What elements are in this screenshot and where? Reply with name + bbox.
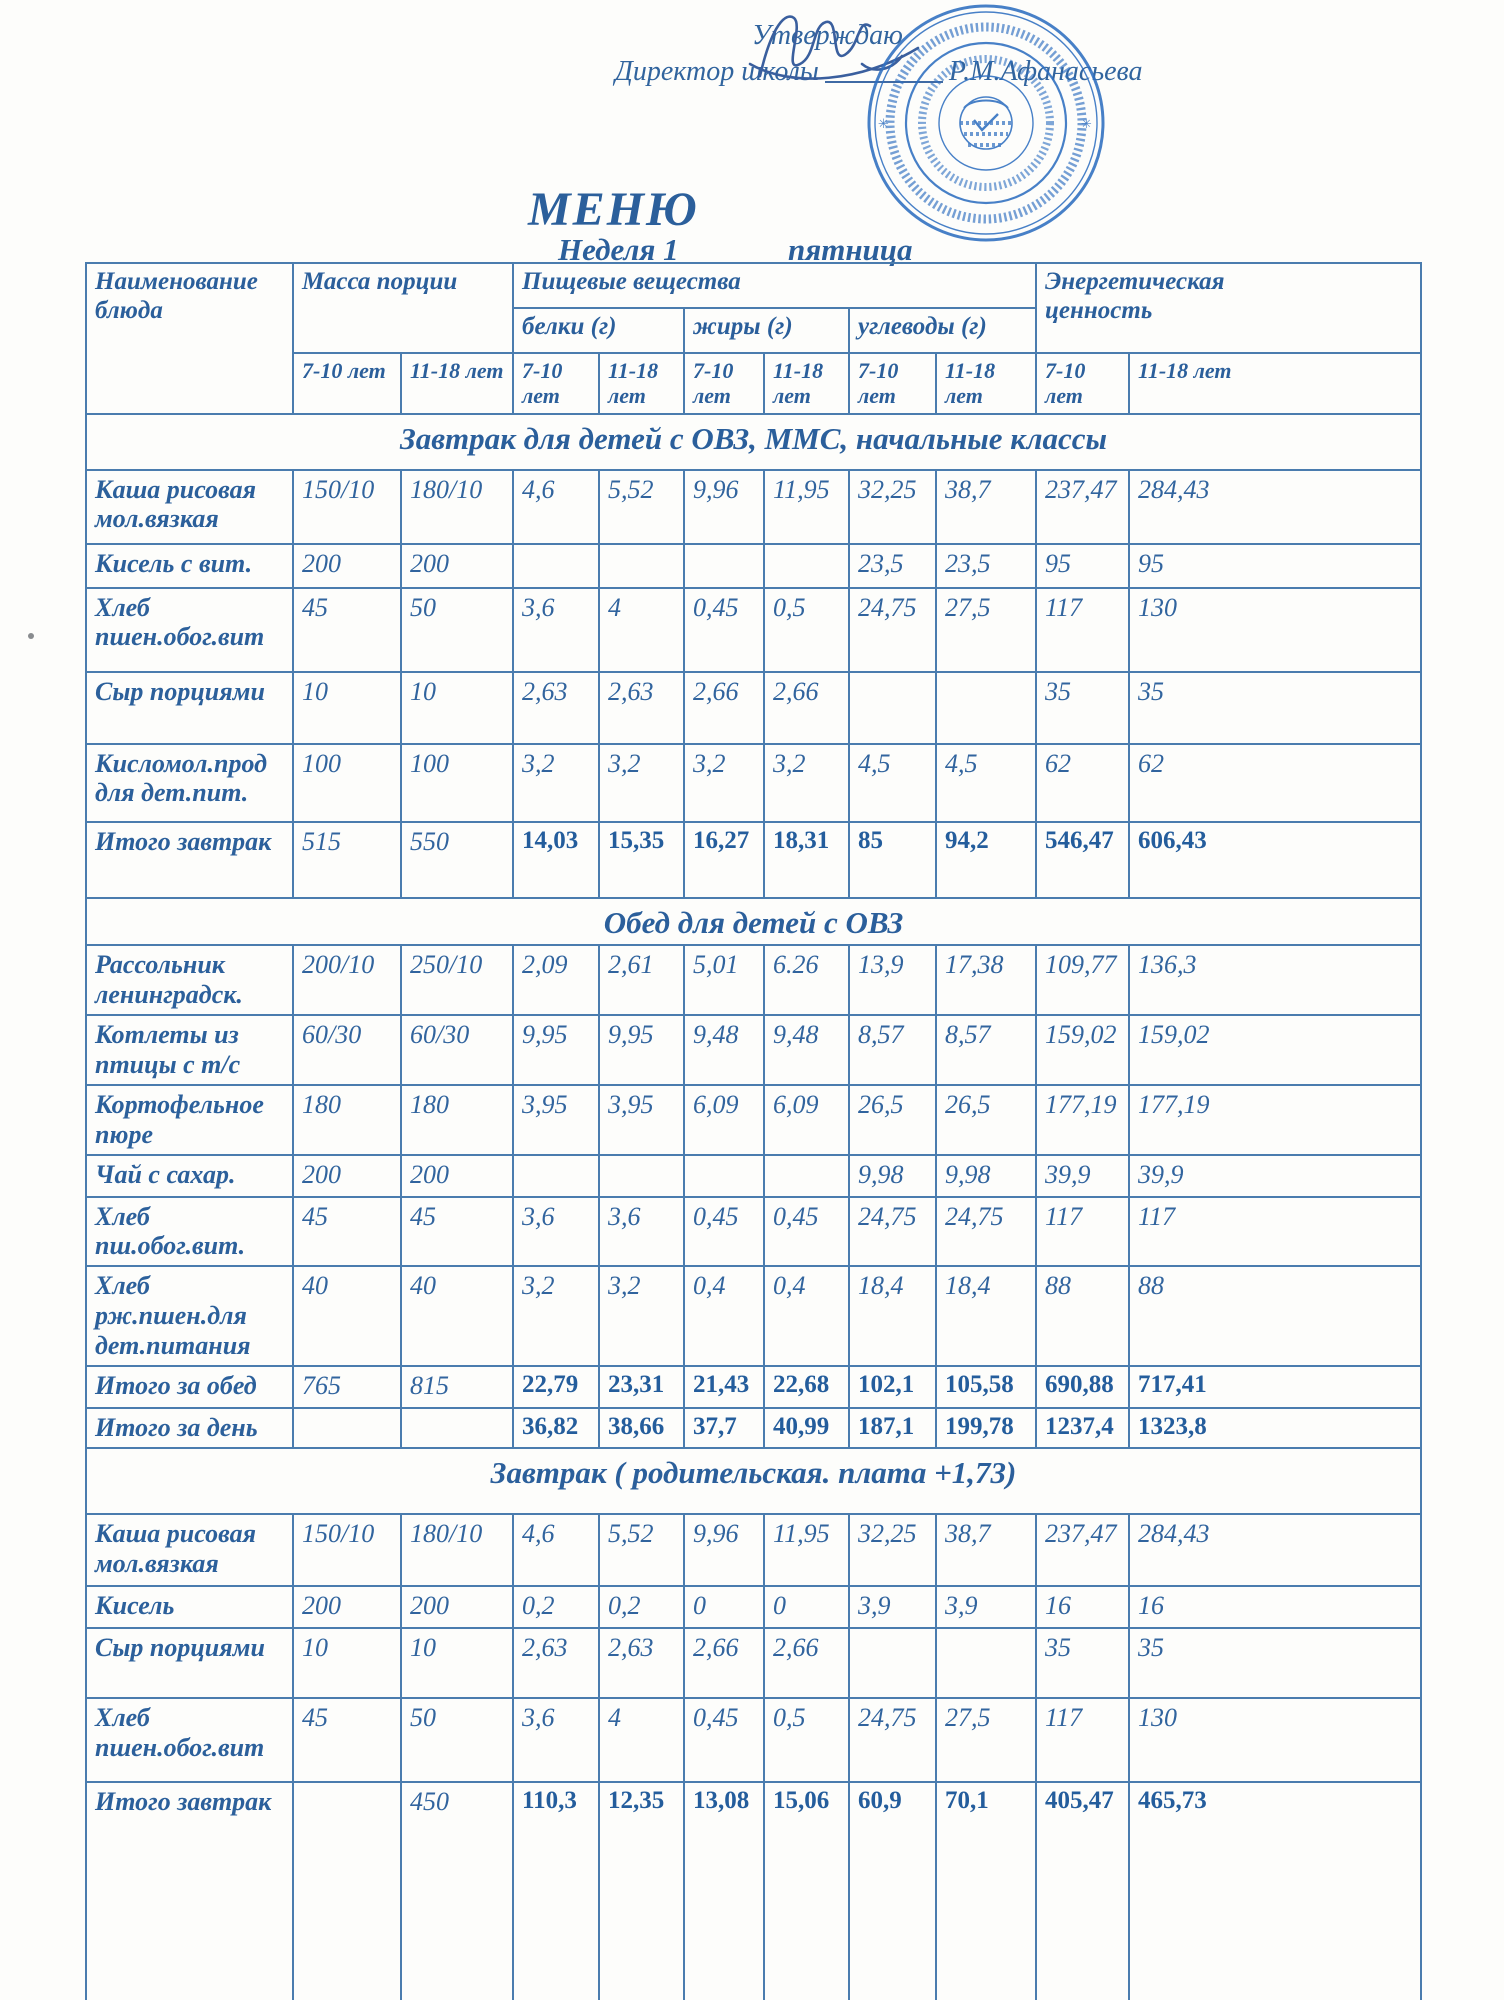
value-cell: 2,63 [599, 1628, 684, 1698]
dish-name: Хлеб пшен.обог.вит [86, 588, 293, 672]
menu-table-body [86, 414, 1421, 2000]
value-cell: 102,1 [849, 1366, 936, 1408]
dish-name: Хлеб пш.обог.вит. [86, 1197, 293, 1267]
value-cell: 9,98 [849, 1155, 936, 1197]
value-cell: 815 [401, 1366, 513, 1408]
value-cell: 284,43 [1129, 1514, 1421, 1586]
value-cell: 5,01 [684, 945, 764, 1015]
value-cell: 24,75 [849, 1197, 936, 1267]
dish-row [86, 672, 1421, 744]
value-cell: 284,43 [1129, 470, 1421, 544]
total-row [86, 1782, 1421, 2000]
value-cell: 13,08 [684, 1782, 764, 2000]
age-header: 11-18 лет [599, 353, 684, 414]
value-cell: 3,2 [764, 744, 849, 822]
header-energy [1036, 263, 1421, 353]
value-cell: 180/10 [401, 470, 513, 544]
section-title: Завтрак ( родительская. плата +1,73) [86, 1448, 1421, 1514]
value-cell: 2,66 [764, 1628, 849, 1698]
value-cell: 150/10 [293, 470, 401, 544]
value-cell: 200 [293, 1155, 401, 1197]
section-title: Завтрак для детей с ОВЗ, ММС, начальные классы [86, 414, 1421, 470]
total-row [86, 822, 1421, 898]
value-cell [293, 1408, 401, 1448]
value-cell: 9,95 [513, 1015, 599, 1085]
value-cell: 45 [401, 1197, 513, 1267]
value-cell: 3,2 [513, 744, 599, 822]
value-cell: 88 [1129, 1266, 1421, 1366]
dish-name: Итого за день [86, 1408, 293, 1448]
value-cell: 4,6 [513, 1514, 599, 1586]
approval-word: Утверждаю [752, 20, 903, 51]
value-cell: 50 [401, 1698, 513, 1782]
value-cell: 8,57 [849, 1015, 936, 1085]
value-cell: 32,25 [849, 470, 936, 544]
value-cell: 0,45 [684, 588, 764, 672]
value-cell: 187,1 [849, 1408, 936, 1448]
header-dish: Наименование блюда [86, 263, 293, 414]
header-fat: жиры (г) [684, 308, 849, 353]
value-cell: 45 [293, 1698, 401, 1782]
value-cell: 546,47 [1036, 822, 1129, 898]
dish-name: Хлеб рж.пшен.для дет.питания [86, 1266, 293, 1366]
value-cell: 606,43 [1129, 822, 1421, 898]
section-header-row [86, 898, 1421, 946]
value-cell: 2,63 [599, 672, 684, 744]
value-cell: 200 [401, 544, 513, 588]
value-cell [293, 1782, 401, 2000]
value-cell: 0,45 [764, 1197, 849, 1267]
approval-role: Директор школы [615, 56, 819, 87]
value-cell: 10 [401, 1628, 513, 1698]
total-row [86, 1366, 1421, 1408]
value-cell: 5,52 [599, 470, 684, 544]
age-header: 11-18 лет [401, 353, 513, 414]
age-header: 7-10 лет [293, 353, 401, 414]
value-cell: 515 [293, 822, 401, 898]
value-cell: 8,57 [936, 1015, 1036, 1085]
value-cell: 22,79 [513, 1366, 599, 1408]
value-cell: 38,66 [599, 1408, 684, 1448]
value-cell: 100 [401, 744, 513, 822]
value-cell: 3,2 [513, 1266, 599, 1366]
value-cell: 2,66 [764, 672, 849, 744]
value-cell: 24,75 [849, 588, 936, 672]
value-cell: 180/10 [401, 1514, 513, 1586]
value-cell: 0,2 [599, 1586, 684, 1628]
dish-row [86, 544, 1421, 588]
value-cell: 177,19 [1129, 1085, 1421, 1155]
dish-row [86, 470, 1421, 544]
age-header: 7-10 лет [849, 353, 936, 414]
value-cell: 3,6 [599, 1197, 684, 1267]
value-cell: 9,48 [764, 1015, 849, 1085]
value-cell: 18,4 [936, 1266, 1036, 1366]
value-cell: 159,02 [1036, 1015, 1129, 1085]
value-cell: 0,2 [513, 1586, 599, 1628]
value-cell: 4 [599, 1698, 684, 1782]
value-cell: 6.26 [764, 945, 849, 1015]
value-cell: 24,75 [936, 1197, 1036, 1267]
dish-row [86, 1628, 1421, 1698]
value-cell [599, 544, 684, 588]
menu-table [85, 262, 1422, 2000]
value-cell: 16 [1129, 1586, 1421, 1628]
value-cell: 3,6 [513, 588, 599, 672]
value-cell [513, 1155, 599, 1197]
value-cell: 11,95 [764, 470, 849, 544]
value-cell [401, 1408, 513, 1448]
value-cell: 130 [1129, 1698, 1421, 1782]
value-cell [599, 1155, 684, 1197]
value-cell: 95 [1036, 544, 1129, 588]
value-cell: 17,38 [936, 945, 1036, 1015]
dish-row [86, 1698, 1421, 1782]
scan-artifact-dot [28, 633, 34, 639]
value-cell: 9,98 [936, 1155, 1036, 1197]
value-cell: 9,95 [599, 1015, 684, 1085]
section-header-row [86, 414, 1421, 470]
dish-name: Хлеб пшен.обог.вит [86, 1698, 293, 1782]
value-cell: 200 [293, 1586, 401, 1628]
value-cell: 22,68 [764, 1366, 849, 1408]
value-cell: 9,96 [684, 1514, 764, 1586]
value-cell: 23,5 [936, 544, 1036, 588]
value-cell: 200/10 [293, 945, 401, 1015]
value-cell: 180 [293, 1085, 401, 1155]
value-cell: 3,2 [599, 1266, 684, 1366]
value-cell: 14,03 [513, 822, 599, 898]
value-cell: 36,82 [513, 1408, 599, 1448]
header-protein: белки (г) [513, 308, 684, 353]
value-cell: 117 [1036, 1698, 1129, 1782]
dish-name: Кисель с вит. [86, 544, 293, 588]
value-cell [936, 1628, 1036, 1698]
value-cell: 0 [684, 1586, 764, 1628]
value-cell: 62 [1036, 744, 1129, 822]
value-cell: 35 [1129, 1628, 1421, 1698]
value-cell: 405,47 [1036, 1782, 1129, 2000]
value-cell: 35 [1036, 672, 1129, 744]
value-cell: 237,47 [1036, 1514, 1129, 1586]
value-cell: 16,27 [684, 822, 764, 898]
value-cell: 100 [293, 744, 401, 822]
approval-name: Р.М.Афанасьева [948, 56, 1143, 87]
value-cell: 550 [401, 822, 513, 898]
value-cell: 60,9 [849, 1782, 936, 2000]
value-cell: 95 [1129, 544, 1421, 588]
value-cell: 250/10 [401, 945, 513, 1015]
value-cell: 4,6 [513, 470, 599, 544]
age-header: 7-10 лет [513, 353, 599, 414]
value-cell: 1323,8 [1129, 1408, 1421, 1448]
dish-name: Сыр порциями [86, 1628, 293, 1698]
value-cell: 199,78 [936, 1408, 1036, 1448]
value-cell: 150/10 [293, 1514, 401, 1586]
value-cell: 2,61 [599, 945, 684, 1015]
value-cell: 18,4 [849, 1266, 936, 1366]
value-cell: 180 [401, 1085, 513, 1155]
value-cell: 3,2 [599, 744, 684, 822]
value-cell: 117 [1129, 1197, 1421, 1267]
value-cell: 38,7 [936, 470, 1036, 544]
age-header: 7-10 лет [684, 353, 764, 414]
dish-name: Сыр порциями [86, 672, 293, 744]
value-cell: 10 [401, 672, 513, 744]
value-cell: 3,6 [513, 1698, 599, 1782]
value-cell: 10 [293, 672, 401, 744]
value-cell: 3,95 [599, 1085, 684, 1155]
svg-text:✳: ✳ [878, 117, 889, 132]
value-cell: 450 [401, 1782, 513, 2000]
header-nutrients: Пищевые вещества [513, 263, 1036, 308]
value-cell: 6,09 [764, 1085, 849, 1155]
value-cell: 60/30 [401, 1015, 513, 1085]
dish-name: Итого завтрак [86, 1782, 293, 2000]
subtitle-week: Неделя 1 [558, 232, 679, 267]
dish-name: Итого за обед [86, 1366, 293, 1408]
value-cell: 0,5 [764, 1698, 849, 1782]
value-cell: 105,58 [936, 1366, 1036, 1408]
section-title: Обед для детей с ОВЗ [86, 898, 1421, 946]
age-header: 7-10 лет [1036, 353, 1129, 414]
value-cell: 40 [401, 1266, 513, 1366]
dish-name: Рассольник ленинградск. [86, 945, 293, 1015]
dish-name: Каша рисовая мол.вязкая [86, 1514, 293, 1586]
value-cell: 18,31 [764, 822, 849, 898]
dish-name: Кисель [86, 1586, 293, 1628]
value-cell: 62 [1129, 744, 1421, 822]
value-cell: 109,77 [1036, 945, 1129, 1015]
value-cell [849, 1628, 936, 1698]
value-cell: 1237,4 [1036, 1408, 1129, 1448]
value-cell: 16 [1036, 1586, 1129, 1628]
menu-table-head [86, 263, 1421, 414]
value-cell: 35 [1036, 1628, 1129, 1698]
value-cell: 0,4 [764, 1266, 849, 1366]
value-cell: 0,5 [764, 588, 849, 672]
value-cell: 11,95 [764, 1514, 849, 1586]
value-cell: 3,2 [684, 744, 764, 822]
value-cell: 117 [1036, 588, 1129, 672]
value-cell: 2,63 [513, 672, 599, 744]
value-cell: 26,5 [849, 1085, 936, 1155]
value-cell: 88 [1036, 1266, 1129, 1366]
value-cell: 4 [599, 588, 684, 672]
value-cell: 35 [1129, 672, 1421, 744]
header-carbs: углеводы (г) [849, 308, 1036, 353]
value-cell: 10 [293, 1628, 401, 1698]
dish-row [86, 1586, 1421, 1628]
value-cell: 3,95 [513, 1085, 599, 1155]
section-header-row [86, 1448, 1421, 1514]
header-energy-label: Энергетическая ценность [1045, 268, 1225, 324]
value-cell: 24,75 [849, 1698, 936, 1782]
value-cell: 0 [764, 1586, 849, 1628]
value-cell: 0,45 [684, 1197, 764, 1267]
value-cell: 117 [1036, 1197, 1129, 1267]
value-cell: 94,2 [936, 822, 1036, 898]
value-cell: 9,48 [684, 1015, 764, 1085]
value-cell: 0,4 [684, 1266, 764, 1366]
value-cell: 136,3 [1129, 945, 1421, 1015]
value-cell: 159,02 [1129, 1015, 1421, 1085]
value-cell: 23,5 [849, 544, 936, 588]
value-cell: 110,3 [513, 1782, 599, 2000]
value-cell: 13,9 [849, 945, 936, 1015]
value-cell: 2,66 [684, 672, 764, 744]
dish-row [86, 1155, 1421, 1197]
value-cell: 15,35 [599, 822, 684, 898]
header-mass: Масса порции [293, 263, 513, 353]
value-cell: 177,19 [1036, 1085, 1129, 1155]
value-cell: 2,09 [513, 945, 599, 1015]
dish-row [86, 945, 1421, 1015]
total-row [86, 1408, 1421, 1448]
value-cell: 37,7 [684, 1408, 764, 1448]
value-cell: 0,45 [684, 1698, 764, 1782]
value-cell: 45 [293, 1197, 401, 1267]
value-cell: 60/30 [293, 1015, 401, 1085]
value-cell: 465,73 [1129, 1782, 1421, 2000]
age-header: 11-18 лет [1129, 353, 1421, 414]
value-cell [684, 544, 764, 588]
dish-row [86, 1514, 1421, 1586]
value-cell: 12,35 [599, 1782, 684, 2000]
value-cell: 50 [401, 588, 513, 672]
value-cell: 200 [401, 1586, 513, 1628]
value-cell: 765 [293, 1366, 401, 1408]
value-cell: 130 [1129, 588, 1421, 672]
value-cell [936, 672, 1036, 744]
value-cell: 40 [293, 1266, 401, 1366]
dish-name: Каша рисовая мол.вязкая [86, 470, 293, 544]
value-cell: 2,63 [513, 1628, 599, 1698]
value-cell: 4,5 [849, 744, 936, 822]
value-cell: 4,5 [936, 744, 1036, 822]
page-title: МЕНЮ [528, 183, 699, 236]
value-cell: 3,9 [849, 1586, 936, 1628]
value-cell: 40,99 [764, 1408, 849, 1448]
value-cell [849, 672, 936, 744]
value-cell: 717,41 [1129, 1366, 1421, 1408]
dish-row [86, 1197, 1421, 1267]
value-cell: 23,31 [599, 1366, 684, 1408]
value-cell: 6,09 [684, 1085, 764, 1155]
value-cell [513, 544, 599, 588]
dish-row [86, 1085, 1421, 1155]
value-cell: 39,9 [1129, 1155, 1421, 1197]
subtitle-day: пятница [788, 232, 913, 267]
dish-row [86, 1266, 1421, 1366]
round-stamp-icon [860, 2, 1112, 248]
dish-row [86, 744, 1421, 822]
header-row-groups [86, 263, 1421, 308]
value-cell: 15,06 [764, 1782, 849, 2000]
value-cell: 3,6 [513, 1197, 599, 1267]
value-cell [764, 544, 849, 588]
value-cell: 26,5 [936, 1085, 1036, 1155]
value-cell: 21,43 [684, 1366, 764, 1408]
value-cell [764, 1155, 849, 1197]
dish-name: Чай с сахар. [86, 1155, 293, 1197]
dish-name: Кортофельное пюре [86, 1085, 293, 1155]
value-cell: 70,1 [936, 1782, 1036, 2000]
value-cell: 27,5 [936, 1698, 1036, 1782]
value-cell: 32,25 [849, 1514, 936, 1586]
value-cell: 85 [849, 822, 936, 898]
value-cell: 237,47 [1036, 470, 1129, 544]
value-cell: 2,66 [684, 1628, 764, 1698]
value-cell: 27,5 [936, 588, 1036, 672]
value-cell: 690,88 [1036, 1366, 1129, 1408]
value-cell: 38,7 [936, 1514, 1036, 1586]
dish-name: Итого завтрак [86, 822, 293, 898]
svg-text:✳: ✳ [1081, 117, 1092, 132]
dish-name: Котлеты из птицы с т/с [86, 1015, 293, 1085]
value-cell: 5,52 [599, 1514, 684, 1586]
value-cell: 200 [293, 544, 401, 588]
value-cell: 3,9 [936, 1586, 1036, 1628]
age-header: 11-18 лет [764, 353, 849, 414]
value-cell: 39,9 [1036, 1155, 1129, 1197]
value-cell: 9,96 [684, 470, 764, 544]
value-cell [684, 1155, 764, 1197]
value-cell: 45 [293, 588, 401, 672]
value-cell: 200 [401, 1155, 513, 1197]
dish-name: Кисломол.прод для дет.пит. [86, 744, 293, 822]
dish-row [86, 1015, 1421, 1085]
dish-row [86, 588, 1421, 672]
age-header: 11-18 лет [936, 353, 1036, 414]
